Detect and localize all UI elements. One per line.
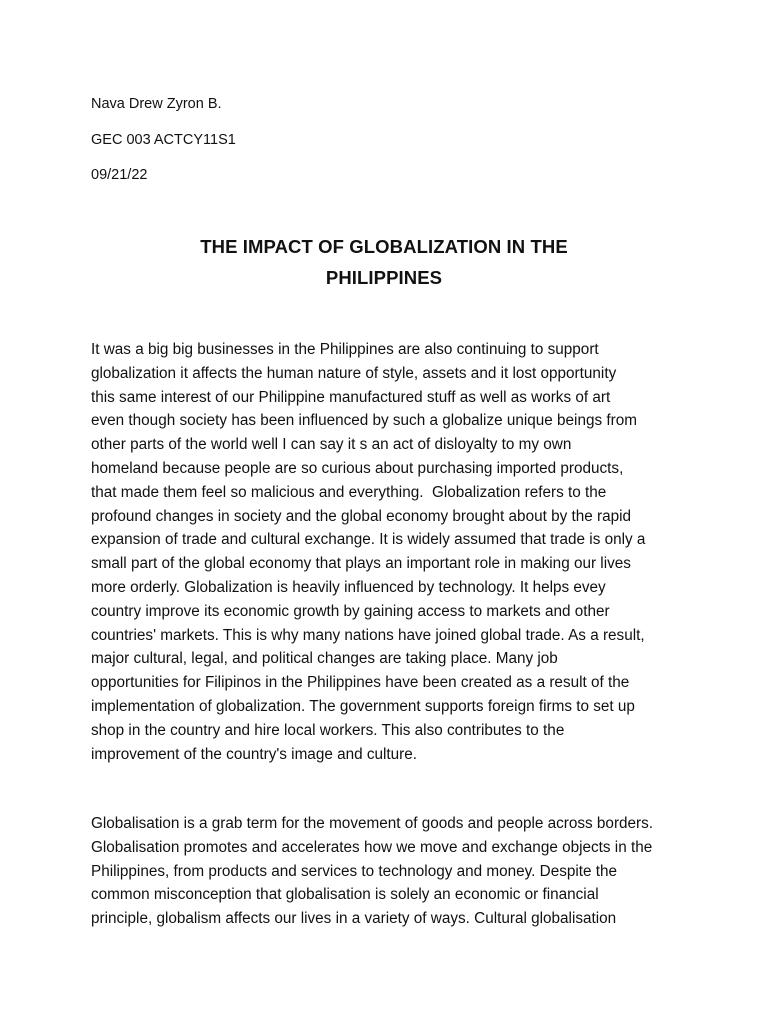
course-code: GEC 003 ACTCY11S1 xyxy=(91,132,236,148)
paragraph-line: opportunities for Filipinos in the Philippines have been created as a result of the xyxy=(91,674,630,692)
paragraph-line: globalization it affects the human nature of style, assets and it lost opportunity xyxy=(91,364,617,382)
paragraph-line: this same interest of our Philippine manufactured stuff as well as works of art xyxy=(91,388,611,406)
paragraph-line: even though society has been influenced by such a globalize unique beings from xyxy=(91,412,637,430)
paragraph-line: more orderly. Globalization is heavily influenced by technology. It helps evey xyxy=(91,578,606,596)
paragraph-2 xyxy=(91,812,691,931)
paragraph-line: Philippines, from products and services to technology and money. Despite the xyxy=(91,862,618,880)
paragraph-line: implementation of globalization. The government supports foreign firms to set up xyxy=(91,697,635,715)
paragraph-line: Globalisation is a grab term for the movement of goods and people across borders. xyxy=(91,815,654,832)
paragraph-line: expansion of trade and cultural exchange. It is widely assumed that trade is only a xyxy=(91,531,646,549)
title-line-1: THE IMPACT OF GLOBALIZATION IN THE xyxy=(200,236,568,257)
paragraph-line: other parts of the world well I can say it s an act of disloyalty to my own xyxy=(91,436,572,454)
paragraph-line: country improve its economic growth by gaining access to markets and other xyxy=(91,602,610,620)
author-name: Nava Drew Zyron B. xyxy=(91,96,222,112)
paragraph-line: homeland because people are so curious about purchasing imported products, xyxy=(91,459,624,477)
paragraph-line: shop in the country and hire local workers. This also contributes to the xyxy=(91,721,565,739)
paragraph-line: that made them feel so malicious and everything. Globalization refers to the xyxy=(91,483,607,501)
paragraph-line: major cultural, legal, and political changes are taking place. Many job xyxy=(91,650,558,668)
paragraph-line: improvement of the country's image and culture. xyxy=(91,745,418,763)
paragraph-line: small part of the global economy that plays an important role in making our lives xyxy=(91,555,631,573)
title-line-2: PHILIPPINES xyxy=(325,267,443,288)
paragraph-line: It was a big big businesses in the Philippines are also continuing to support xyxy=(91,341,599,358)
paragraph-line: countries' markets. This is why many nations have joined global trade. As a result, xyxy=(91,626,645,644)
document-title xyxy=(84,231,684,293)
paragraph-line: Globalisation promotes and accelerates how we move and exchange objects in the xyxy=(91,838,653,856)
paragraph-1 xyxy=(91,338,691,766)
paragraph-line: principle, globalism affects our lives in a variety of ways. Cultural globalisation xyxy=(91,910,617,928)
paragraph-line: common misconception that globalisation is solely an economic or financial xyxy=(91,886,599,904)
paragraph-line: profound changes in society and the global economy brought about by the rapid xyxy=(91,507,632,525)
document-date: 09/21/22 xyxy=(91,167,148,183)
